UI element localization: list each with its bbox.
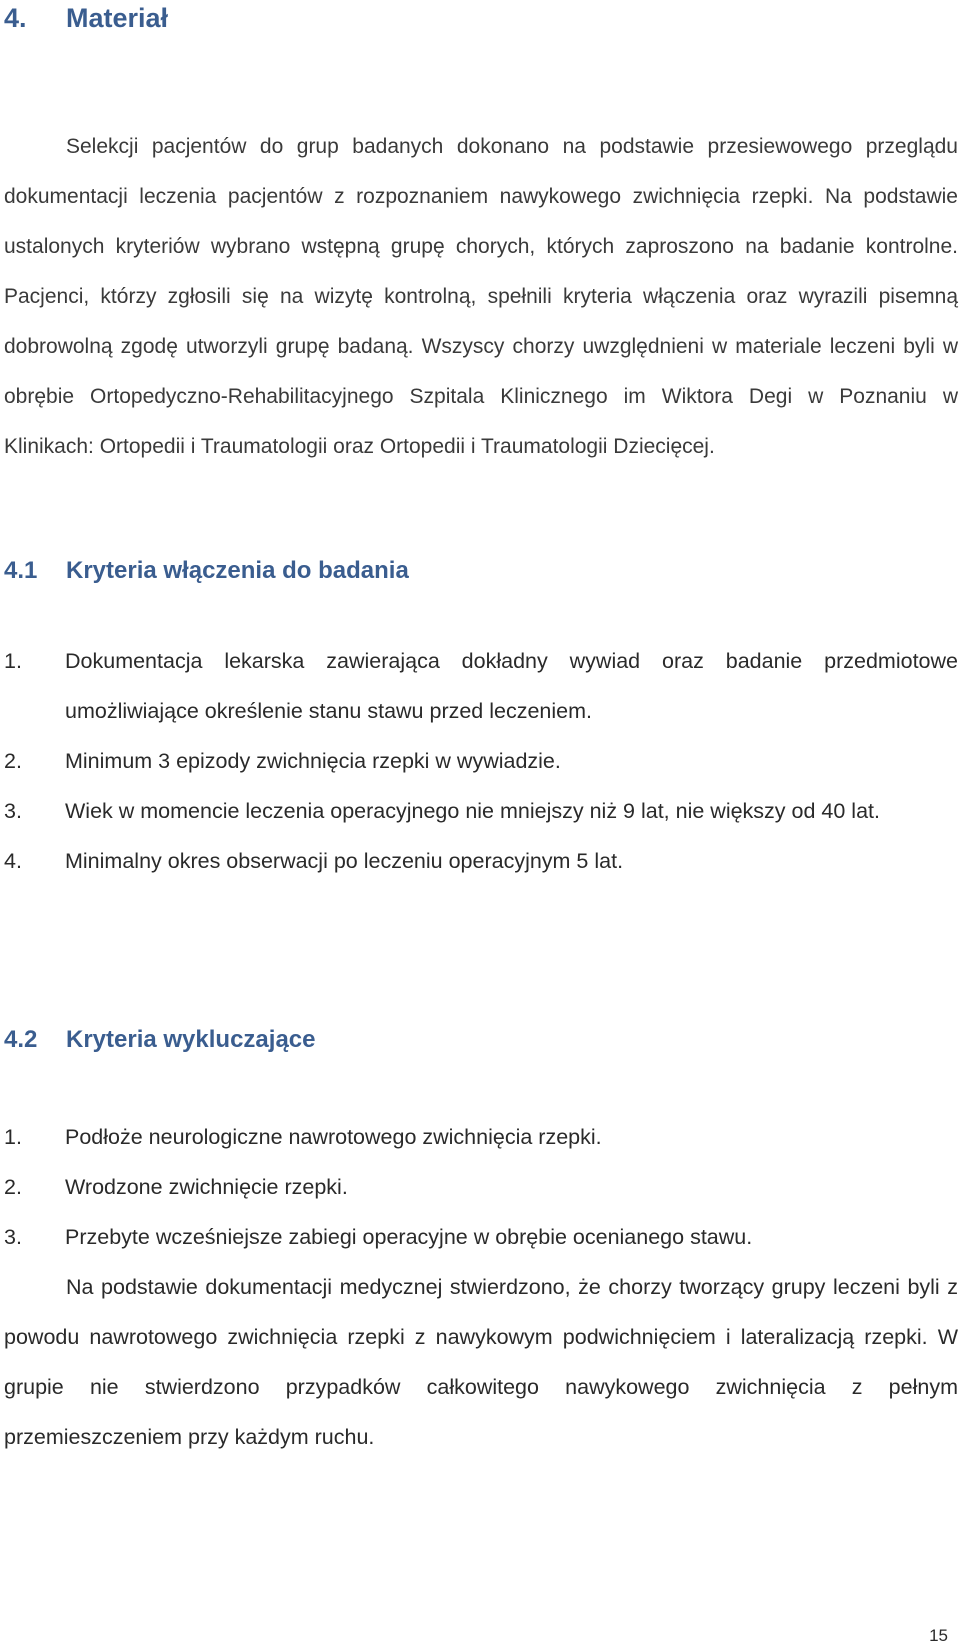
list-item [4,786,958,836]
exclusion-heading [4,1024,315,1056]
closing-paragraph [4,1262,958,1462]
exclusion-list [4,1112,958,1262]
exclusion-title: Kryteria wykluczające [66,1026,316,1053]
list-item [4,1212,958,1262]
section-title: Materiał [66,3,169,33]
list-item-text: Minimalny okres obserwacji po leczeniu operacyjnym 5 lat. [65,849,624,873]
list-item [4,1162,958,1212]
list-item-number: 3. [4,799,22,823]
intro-text: Selekcji pacjentów do grup badanych dokonano na podstawie przesiewowego przeglądu dokumentacji leczenia pacjentów z rozpoznaniem nawykowego zwichnięcia rzepki. Na podstawie ustalonych kryteriów wybrano wstępną grupę chorych, których zaproszono na badanie kontrolne. Pacjenci, którzy zgłosili się na wizytę kontrolną, spełnili kryteria włączenia oraz wyrazili pisemną dobrowolną zgodę utworzyli grupę badaną. Wszyscy chorzy uwzględnieni w materiale leczeni byli w obrębie Ortopedyczno-Rehabilitacyjnego Szpitala Klinicznego im Wiktora Degi w Poznaniu w Klinikach: Ortopedii i Traumatologii oraz Ortopedii i Traumatologii Dziecięcej. [4,135,958,458]
list-item-number: 3. [4,1225,22,1249]
list-item-number: 2. [4,1175,22,1199]
list-item-number: 1. [4,1125,22,1149]
list-item-text: Podłoże neurologiczne nawrotowego zwichnięcia rzepki. [65,1125,602,1149]
list-item-text: Przebyte wcześniejsze zabiegi operacyjne w obrębie ocenianego stawu. [65,1225,753,1249]
list-item-text: Minimum 3 epizody zwichnięcia rzepki w wywiadzie. [65,749,561,773]
section-number: 4. [4,3,27,33]
list-item [4,736,958,786]
closing-text: Na podstawie dokumentacji medycznej stwierdzono, że chorzy tworzący grupy leczeni byli z powodu nawrotowego zwichnięcia rzepki z nawykowym podwichnięciem i lateralizacją rzepki. W grupie nie stwierdzono przypadków całkowitego nawykowego zwichnięcia z pełnym przemieszczeniem przy każdym ruchu. [4,1275,958,1449]
inclusion-list [4,636,958,886]
list-item-number: 2. [4,749,22,773]
list-item-text: Wiek w momencie leczenia operacyjnego nie mniejszy niż 9 lat, nie większy od 40 lat. [65,799,880,823]
exclusion-number: 4.2 [4,1026,38,1053]
section-heading [4,0,168,36]
list-item-number: 1. [4,649,22,673]
page-number: 15 [929,1626,948,1645]
inclusion-title: Kryteria włączenia do badania [66,557,409,584]
intro-paragraph [4,122,958,472]
list-item [4,1112,958,1162]
list-item [4,636,958,736]
inclusion-heading [4,555,409,587]
inclusion-number: 4.1 [4,557,38,584]
list-item-text: Dokumentacja lekarska zawierająca dokładny wywiad oraz badanie przedmiotowe umożliwiające określenie stanu stawu przed leczeniem. [65,649,958,723]
list-item-text: Wrodzone zwichnięcie rzepki. [65,1175,348,1199]
list-item [4,836,958,886]
list-item-number: 4. [4,849,22,873]
